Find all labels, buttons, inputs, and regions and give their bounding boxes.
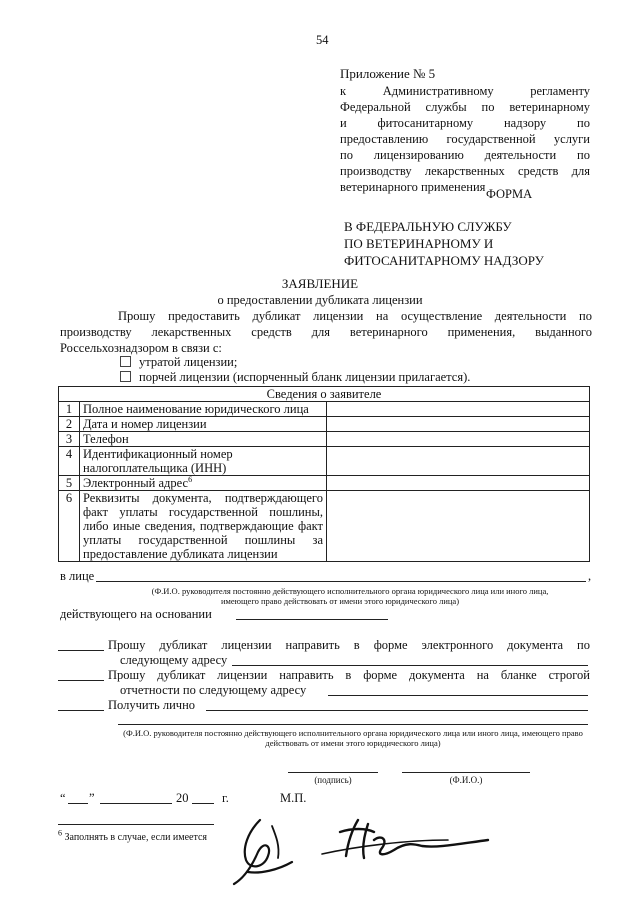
addressee-line: ПО ВЕТЕРИНАРНОМУ И xyxy=(344,236,494,251)
table-row xyxy=(59,417,590,432)
day-line[interactable] xyxy=(68,803,88,804)
body-line: Прошу предоставить дубликат лицензии на осуществление деятельности по xyxy=(118,309,592,323)
signature-caption: (подпись) xyxy=(314,775,352,785)
row-label: Идентификационный номер налогоплательщика (ИНН) xyxy=(80,447,327,476)
personal-mark-line[interactable] xyxy=(58,710,104,711)
table-row xyxy=(59,402,590,417)
electronic-address-line[interactable] xyxy=(232,665,588,666)
addressee-line: ФИТОСАНИТАРНОМУ НАДЗОРУ xyxy=(344,253,544,268)
table-header-row xyxy=(59,387,590,402)
paper-address-line[interactable] xyxy=(328,695,588,696)
appendix-line: по лицензированию деятельности по xyxy=(340,148,590,162)
name-line[interactable] xyxy=(402,772,530,773)
applicant-table xyxy=(58,386,590,562)
addressee-line: В ФЕДЕРАЛЬНУЮ СЛУЖБУ xyxy=(344,219,512,234)
footnote-text: Заполнять в случае, если имеется xyxy=(64,832,208,843)
appendix-line: к Административному регламенту xyxy=(340,84,590,98)
bottom-note: действовать от имени этого юридического лица) xyxy=(265,738,441,748)
option-loss-label: утратой лицензии; xyxy=(139,355,238,369)
in-person-comma: , xyxy=(588,569,592,583)
table-header: Сведения о заявителе xyxy=(59,387,590,402)
checkbox-icon[interactable] xyxy=(120,356,131,367)
row-label: Дата и номер лицензии xyxy=(80,417,327,432)
year-prefix: 20 xyxy=(176,791,189,805)
paper-text: Прошу дубликат лицензии направить в форме документа на бланке строгой xyxy=(108,668,590,682)
table-row xyxy=(59,432,590,447)
electronic-mark-line[interactable] xyxy=(58,650,104,651)
row-label: Реквизиты документа, подтверждающего факт уплаты государственной пошлины, либо иные сведения, подтверждающие факт уплаты государственной пошлины за предоставление дубликата лицензии xyxy=(80,491,327,562)
acting-basis-label: действующего на основании xyxy=(60,607,212,621)
stamp-label: М.П. xyxy=(280,791,307,805)
personal-label: Получить лично xyxy=(108,698,196,712)
appendix-line: предоставлению государственной услуги xyxy=(340,132,590,146)
row-number: 2 xyxy=(59,417,80,432)
body-line: производству лекарственных средств для ветеринарного применения, выданного xyxy=(60,325,592,339)
signature-line[interactable] xyxy=(288,772,378,773)
footnote-number: 6 xyxy=(58,828,62,838)
option-loss[interactable] xyxy=(120,354,237,370)
head-name-line[interactable] xyxy=(118,724,588,725)
row-value-cell[interactable] xyxy=(327,491,590,562)
acting-basis-input-line[interactable] xyxy=(236,619,388,620)
paper-mark-line[interactable] xyxy=(58,680,104,681)
table-row xyxy=(59,491,590,562)
footnote xyxy=(58,828,208,843)
footnote-mark: 6 xyxy=(188,474,193,484)
row-value-cell[interactable] xyxy=(327,447,590,476)
row-value-cell[interactable] xyxy=(327,432,590,447)
personal-input-line[interactable] xyxy=(206,710,588,711)
statement-title: ЗАЯВЛЕНИЕ xyxy=(281,276,359,291)
month-line[interactable] xyxy=(100,803,172,804)
name-caption: (Ф.И.О.) xyxy=(449,775,483,785)
body-line: Россельхознадзором в связи с: xyxy=(60,341,222,355)
row-number: 6 xyxy=(59,491,80,562)
date-open-quote: “ xyxy=(60,791,66,805)
appendix-title: Приложение № 5 xyxy=(340,66,436,81)
appendix-line: производству лекарственных средств для xyxy=(340,164,590,178)
handwritten-signature-2 xyxy=(318,810,498,870)
footnote-separator xyxy=(58,824,214,825)
date-close-quote: ” xyxy=(89,791,95,805)
statement-body xyxy=(60,308,592,356)
in-person-label: в лице xyxy=(60,569,95,583)
in-person-note: (Ф.И.О. руководителя постоянно действующего исполнительного органа юридического лица или иного лица, xyxy=(151,586,549,596)
row-number: 3 xyxy=(59,432,80,447)
year-line[interactable] xyxy=(192,803,214,804)
page-number: 54 xyxy=(316,33,329,47)
in-person-input-line[interactable] xyxy=(96,581,586,582)
handwritten-signature-1 xyxy=(220,812,320,892)
row-number: 5 xyxy=(59,476,80,491)
table-row xyxy=(59,476,590,491)
option-damage[interactable] xyxy=(120,369,470,385)
bottom-note: (Ф.И.О. руководителя постоянно действующего исполнительного органа юридического лица или иного лица, имеющего право xyxy=(123,728,583,738)
table-row xyxy=(59,447,590,476)
row-value-cell[interactable] xyxy=(327,417,590,432)
form-label: ФОРМА xyxy=(486,187,533,201)
row-number: 4 xyxy=(59,447,80,476)
checkbox-icon[interactable] xyxy=(120,371,131,382)
appendix-text xyxy=(340,83,590,195)
row-label-cell xyxy=(80,476,327,491)
row-value-cell[interactable] xyxy=(327,402,590,417)
appendix-line: Федеральной службы по ветеринарному xyxy=(340,100,590,114)
electronic-text: Прошу дубликат лицензии направить в форме электронного документа по xyxy=(108,638,590,652)
paper-text-2: отчетности по следующему адресу xyxy=(120,683,307,697)
row-label: Полное наименование юридического лица xyxy=(80,402,327,417)
row-value-cell[interactable] xyxy=(327,476,590,491)
in-person-note: имеющего право действовать от имени этого юридического лица) xyxy=(220,596,460,606)
year-suffix: г. xyxy=(222,791,229,805)
row-number: 1 xyxy=(59,402,80,417)
statement-subtitle: о предоставлении дубликата лицензии xyxy=(217,293,423,307)
appendix-line: ветеринарного применения xyxy=(340,180,486,194)
electronic-text-2: следующему адресу xyxy=(120,653,228,667)
row-label: Телефон xyxy=(80,432,327,447)
row-label: Электронный адрес xyxy=(83,476,189,490)
addressee xyxy=(344,218,544,269)
appendix-line: и фитосанитарному надзору по xyxy=(340,116,590,130)
option-damage-label: порчей лицензии (испорченный бланк лицензии прилагается). xyxy=(139,370,471,384)
